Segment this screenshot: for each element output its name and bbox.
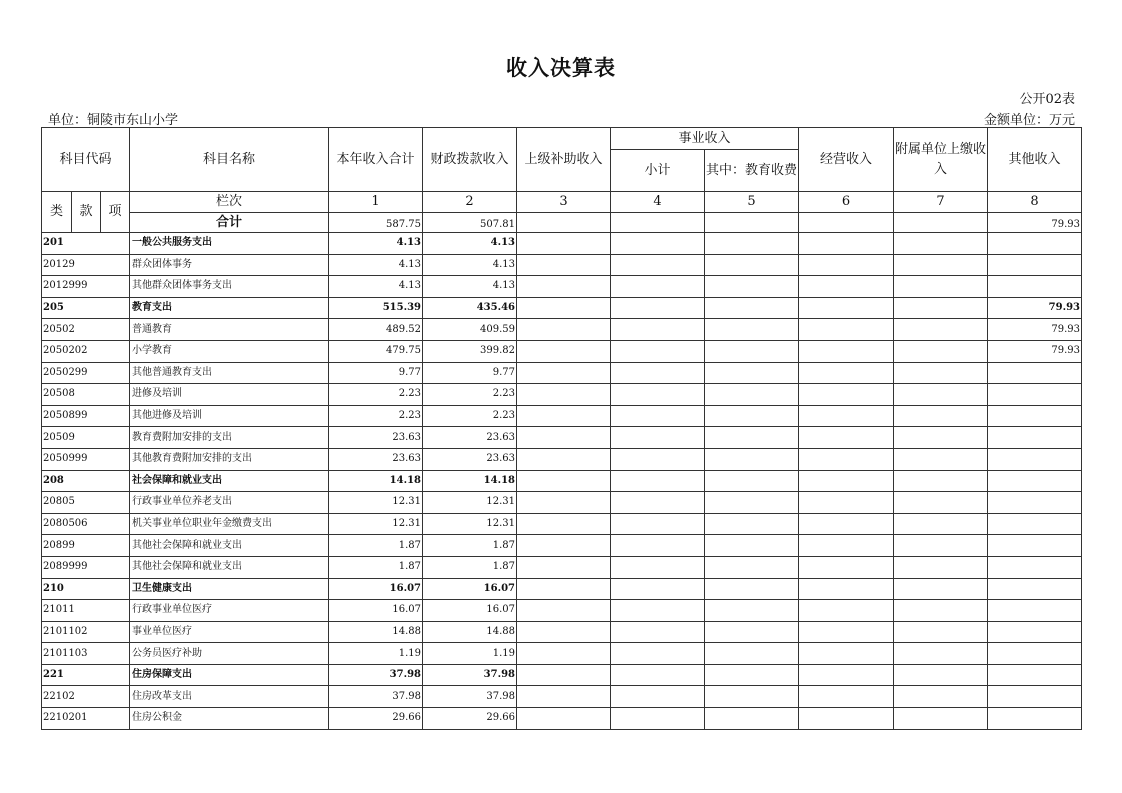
total-income-cell: 37.98 — [329, 664, 423, 686]
other-income-cell — [988, 513, 1082, 535]
subject-name: 其他普通教育支出 — [130, 362, 329, 384]
empty-cell — [705, 621, 799, 643]
empty-cell — [799, 254, 894, 276]
total-income-value: 587.75 — [329, 212, 423, 233]
fiscal-cell: 409.59 — [423, 319, 517, 341]
empty-cell — [517, 340, 611, 362]
empty-cell — [799, 621, 894, 643]
subject-code: 201 — [42, 233, 130, 255]
empty-cell — [611, 600, 705, 622]
fiscal-cell: 12.31 — [423, 513, 517, 535]
table-row — [42, 513, 1082, 535]
empty-cell — [517, 708, 611, 730]
empty-cell — [894, 600, 988, 622]
other-income-cell — [988, 600, 1082, 622]
empty-cell — [705, 708, 799, 730]
empty-cell — [894, 319, 988, 341]
fiscal-cell: 14.18 — [423, 470, 517, 492]
empty-cell — [705, 319, 799, 341]
income-table — [41, 127, 1082, 730]
empty-cell — [705, 578, 799, 600]
header-subject-code: 科目代码 — [42, 128, 130, 192]
empty-cell — [705, 470, 799, 492]
empty-cell — [705, 427, 799, 449]
other-income-cell — [988, 535, 1082, 557]
other-income-cell — [988, 708, 1082, 730]
col-num: 2 — [423, 192, 517, 213]
total-income-cell: 23.63 — [329, 427, 423, 449]
table-row — [42, 427, 1082, 449]
amount-unit-label: 金额单位：万元 — [983, 113, 1075, 128]
fiscal-cell: 37.98 — [423, 664, 517, 686]
subject-name: 其他群众团体事务支出 — [130, 276, 329, 298]
empty-cell — [705, 643, 799, 665]
empty-cell — [517, 535, 611, 557]
total-income-cell: 4.13 — [329, 276, 423, 298]
table-row — [42, 384, 1082, 406]
subject-code: 2012999 — [42, 276, 130, 298]
empty-cell — [894, 556, 988, 578]
fiscal-cell: 1.19 — [423, 643, 517, 665]
subject-name: 其他进修及培训 — [130, 405, 329, 427]
total-label: 合计 — [130, 212, 329, 233]
subject-name: 行政事业单位养老支出 — [130, 492, 329, 514]
fiscal-cell: 4.13 — [423, 233, 517, 255]
header-affiliated-income: 附属单位上缴收入 — [894, 128, 988, 192]
other-income-cell — [988, 276, 1082, 298]
empty-cell — [517, 297, 611, 319]
empty-cell — [517, 405, 611, 427]
table-row — [42, 276, 1082, 298]
other-income-cell — [988, 556, 1082, 578]
empty-cell — [799, 535, 894, 557]
empty-cell — [894, 621, 988, 643]
empty-cell — [705, 362, 799, 384]
empty-cell — [799, 578, 894, 600]
empty-cell — [894, 297, 988, 319]
empty-cell — [799, 233, 894, 255]
empty-cell — [799, 600, 894, 622]
empty-cell — [517, 319, 611, 341]
subject-name: 教育费附加安排的支出 — [130, 427, 329, 449]
subject-code: 2050899 — [42, 405, 130, 427]
empty-cell — [799, 448, 894, 470]
subject-code: 2050202 — [42, 340, 130, 362]
empty-cell — [611, 556, 705, 578]
subject-code: 20509 — [42, 427, 130, 449]
empty-cell — [705, 340, 799, 362]
total-income-cell: 489.52 — [329, 319, 423, 341]
fiscal-cell: 1.87 — [423, 535, 517, 557]
total-income-cell: 479.75 — [329, 340, 423, 362]
table-row — [42, 535, 1082, 557]
header-column-seq: 栏次 — [130, 192, 329, 213]
total-income-cell: 2.23 — [329, 405, 423, 427]
other-income-cell — [988, 492, 1082, 514]
empty-cell — [799, 340, 894, 362]
empty-cell — [705, 448, 799, 470]
subject-code: 208 — [42, 470, 130, 492]
other-income-cell — [988, 254, 1082, 276]
empty-cell — [611, 405, 705, 427]
table-row — [42, 600, 1082, 622]
empty-cell — [611, 427, 705, 449]
empty-cell — [705, 276, 799, 298]
empty-cell — [705, 535, 799, 557]
empty-cell — [894, 384, 988, 406]
subject-code: 21011 — [42, 600, 130, 622]
other-income-cell — [988, 384, 1082, 406]
fiscal-cell: 23.63 — [423, 427, 517, 449]
other-income-cell — [988, 448, 1082, 470]
other-income-cell — [988, 578, 1082, 600]
table-row — [42, 556, 1082, 578]
empty-cell — [894, 492, 988, 514]
empty-cell — [894, 578, 988, 600]
table-row — [42, 297, 1082, 319]
empty-cell — [705, 513, 799, 535]
total-income-cell: 9.77 — [329, 362, 423, 384]
empty-cell — [894, 708, 988, 730]
fiscal-cell: 16.07 — [423, 578, 517, 600]
other-income-cell: 79.93 — [988, 319, 1082, 341]
col-num: 8 — [988, 192, 1082, 213]
empty-cell — [894, 405, 988, 427]
total-income-cell: 12.31 — [329, 513, 423, 535]
empty-cell — [799, 492, 894, 514]
total-income-cell: 14.18 — [329, 470, 423, 492]
empty-cell — [517, 362, 611, 384]
empty-cell — [611, 578, 705, 600]
subject-code: 2210201 — [42, 708, 130, 730]
empty-cell — [517, 621, 611, 643]
subject-name: 其他社会保障和就业支出 — [130, 556, 329, 578]
fiscal-cell: 1.87 — [423, 556, 517, 578]
table-row — [42, 708, 1082, 730]
empty-cell — [799, 664, 894, 686]
empty-cell — [611, 621, 705, 643]
table-row — [42, 578, 1082, 600]
subject-code: 210 — [42, 578, 130, 600]
empty-cell — [894, 535, 988, 557]
other-income-cell — [988, 470, 1082, 492]
total-other-value: 79.93 — [988, 212, 1082, 233]
empty-cell — [894, 643, 988, 665]
empty-cell — [611, 297, 705, 319]
header-total-income: 本年收入合计 — [329, 128, 423, 192]
empty-cell — [894, 340, 988, 362]
subject-name: 其他教育费附加安排的支出 — [130, 448, 329, 470]
empty-cell — [611, 708, 705, 730]
subject-name: 普通教育 — [130, 319, 329, 341]
table-row — [42, 233, 1082, 255]
empty-cell — [517, 643, 611, 665]
header-other-income: 其他收入 — [988, 128, 1082, 192]
table-row — [42, 621, 1082, 643]
other-income-cell — [988, 686, 1082, 708]
subject-code: 2089999 — [42, 556, 130, 578]
empty-cell — [894, 664, 988, 686]
empty-cell — [611, 664, 705, 686]
empty-cell — [517, 384, 611, 406]
subject-code: 221 — [42, 664, 130, 686]
other-income-cell — [988, 233, 1082, 255]
fiscal-cell: 29.66 — [423, 708, 517, 730]
table-row — [42, 643, 1082, 665]
empty-cell — [611, 384, 705, 406]
header-upper-subsidy: 上级补助收入 — [517, 128, 611, 192]
empty-cell — [799, 297, 894, 319]
other-income-cell — [988, 362, 1082, 384]
col-num: 3 — [517, 192, 611, 213]
total-row — [42, 212, 1082, 233]
subject-code: 2080506 — [42, 513, 130, 535]
total-income-cell: 1.87 — [329, 556, 423, 578]
total-income-cell: 16.07 — [329, 600, 423, 622]
fiscal-cell: 4.13 — [423, 254, 517, 276]
table-row — [42, 405, 1082, 427]
empty-cell — [799, 276, 894, 298]
empty-cell — [705, 664, 799, 686]
subject-name: 教育支出 — [130, 297, 329, 319]
total-income-cell: 12.31 — [329, 492, 423, 514]
subject-name: 住房公积金 — [130, 708, 329, 730]
subject-name: 一般公共服务支出 — [130, 233, 329, 255]
fiscal-cell: 9.77 — [423, 362, 517, 384]
other-income-cell — [988, 621, 1082, 643]
total-fiscal-value: 507.81 — [423, 212, 517, 233]
subject-code: 20899 — [42, 535, 130, 557]
other-income-cell — [988, 664, 1082, 686]
empty-cell — [894, 276, 988, 298]
header-operating-income: 经营收入 — [799, 128, 894, 192]
empty-cell — [894, 362, 988, 384]
empty-cell — [799, 708, 894, 730]
empty-cell — [799, 427, 894, 449]
fiscal-cell: 2.23 — [423, 405, 517, 427]
subject-name: 进修及培训 — [130, 384, 329, 406]
empty-cell — [611, 492, 705, 514]
fiscal-cell: 14.88 — [423, 621, 517, 643]
fiscal-cell: 399.82 — [423, 340, 517, 362]
fiscal-cell: 12.31 — [423, 492, 517, 514]
empty-cell — [517, 427, 611, 449]
empty-cell — [517, 233, 611, 255]
table-row — [42, 448, 1082, 470]
empty-cell — [894, 686, 988, 708]
total-income-cell: 23.63 — [329, 448, 423, 470]
empty-cell — [705, 384, 799, 406]
empty-cell — [799, 470, 894, 492]
subject-code: 20129 — [42, 254, 130, 276]
empty-cell — [517, 664, 611, 686]
subject-code: 205 — [42, 297, 130, 319]
empty-cell — [894, 513, 988, 535]
total-income-cell: 29.66 — [329, 708, 423, 730]
empty-cell — [517, 578, 611, 600]
fiscal-cell: 37.98 — [423, 686, 517, 708]
empty-cell — [799, 384, 894, 406]
empty-cell — [705, 600, 799, 622]
fiscal-cell: 435.46 — [423, 297, 517, 319]
total-income-cell: 1.19 — [329, 643, 423, 665]
header-subtotal: 小计 — [611, 150, 705, 192]
empty-cell — [894, 254, 988, 276]
empty-cell — [517, 600, 611, 622]
total-income-cell: 14.88 — [329, 621, 423, 643]
col-num: 5 — [705, 192, 799, 213]
empty-cell — [517, 448, 611, 470]
unit-label: 单位：铜陵市东山小学 — [48, 113, 179, 128]
empty-cell — [517, 254, 611, 276]
col-num: 6 — [799, 192, 894, 213]
col-num: 7 — [894, 192, 988, 213]
empty-cell — [517, 470, 611, 492]
empty-cell — [799, 362, 894, 384]
empty-cell — [611, 254, 705, 276]
subject-name: 住房改革支出 — [130, 686, 329, 708]
empty-cell — [517, 686, 611, 708]
other-income-cell: 79.93 — [988, 340, 1082, 362]
empty-cell — [517, 513, 611, 535]
empty-cell — [705, 686, 799, 708]
table-row — [42, 492, 1082, 514]
other-income-cell — [988, 405, 1082, 427]
empty-cell — [611, 319, 705, 341]
subject-code: 22102 — [42, 686, 130, 708]
header-section: 款 — [72, 192, 101, 233]
empty-cell — [799, 643, 894, 665]
empty-cell — [611, 470, 705, 492]
empty-cell — [799, 686, 894, 708]
subject-name: 事业单位医疗 — [130, 621, 329, 643]
subject-code: 20508 — [42, 384, 130, 406]
table-row — [42, 319, 1082, 341]
table-row — [42, 664, 1082, 686]
empty-cell — [705, 492, 799, 514]
empty-cell — [611, 362, 705, 384]
empty-cell — [517, 556, 611, 578]
fiscal-cell: 4.13 — [423, 276, 517, 298]
empty-cell — [705, 297, 799, 319]
header-edu-fee: 其中：教育收费 — [705, 150, 799, 192]
subject-code: 2050299 — [42, 362, 130, 384]
empty-cell — [705, 405, 799, 427]
subject-code: 2101102 — [42, 621, 130, 643]
subject-code: 2050999 — [42, 448, 130, 470]
empty-cell — [799, 513, 894, 535]
subject-name: 公务员医疗补助 — [130, 643, 329, 665]
subject-name: 机关事业单位职业年金缴费支出 — [130, 513, 329, 535]
other-income-cell — [988, 427, 1082, 449]
empty-cell — [894, 233, 988, 255]
header-fiscal-appropriation: 财政拨款收入 — [423, 128, 517, 192]
header-class: 类 — [42, 192, 72, 233]
empty-cell — [799, 405, 894, 427]
form-number: 公开02表 — [1019, 92, 1075, 107]
subject-code: 20502 — [42, 319, 130, 341]
subject-name: 社会保障和就业支出 — [130, 470, 329, 492]
subject-name: 其他社会保障和就业支出 — [130, 535, 329, 557]
empty-cell — [611, 643, 705, 665]
table-row — [42, 470, 1082, 492]
empty-cell — [894, 427, 988, 449]
empty-cell — [611, 448, 705, 470]
total-income-cell: 4.13 — [329, 233, 423, 255]
other-income-cell — [988, 643, 1082, 665]
table-row — [42, 340, 1082, 362]
total-income-cell: 4.13 — [329, 254, 423, 276]
table-row — [42, 362, 1082, 384]
empty-cell — [799, 556, 894, 578]
table-row — [42, 254, 1082, 276]
empty-cell — [799, 319, 894, 341]
fiscal-cell: 16.07 — [423, 600, 517, 622]
empty-cell — [894, 448, 988, 470]
header-business-income: 事业收入 — [611, 128, 799, 150]
total-income-cell: 1.87 — [329, 535, 423, 557]
col-num: 4 — [611, 192, 705, 213]
col-num: 1 — [329, 192, 423, 213]
total-income-cell: 37.98 — [329, 686, 423, 708]
total-income-cell: 16.07 — [329, 578, 423, 600]
empty-cell — [705, 254, 799, 276]
empty-cell — [611, 513, 705, 535]
page-title: 收入决算表 — [506, 56, 616, 80]
empty-cell — [705, 233, 799, 255]
empty-cell — [517, 276, 611, 298]
empty-cell — [611, 233, 705, 255]
empty-cell — [517, 492, 611, 514]
subject-code: 2101103 — [42, 643, 130, 665]
empty-cell — [611, 276, 705, 298]
fiscal-cell: 2.23 — [423, 384, 517, 406]
subject-name: 卫生健康支出 — [130, 578, 329, 600]
empty-cell — [611, 686, 705, 708]
header-item: 项 — [101, 192, 130, 233]
empty-cell — [611, 535, 705, 557]
total-income-cell: 2.23 — [329, 384, 423, 406]
other-income-cell: 79.93 — [988, 297, 1082, 319]
total-income-cell: 515.39 — [329, 297, 423, 319]
table-row — [42, 686, 1082, 708]
empty-cell — [894, 470, 988, 492]
subject-name: 群众团体事务 — [130, 254, 329, 276]
subject-name: 住房保障支出 — [130, 664, 329, 686]
fiscal-cell: 23.63 — [423, 448, 517, 470]
subject-name: 小学教育 — [130, 340, 329, 362]
empty-cell — [705, 556, 799, 578]
empty-cell — [611, 340, 705, 362]
subject-name: 行政事业单位医疗 — [130, 600, 329, 622]
subject-code: 20805 — [42, 492, 130, 514]
header-subject-name: 科目名称 — [130, 128, 329, 192]
